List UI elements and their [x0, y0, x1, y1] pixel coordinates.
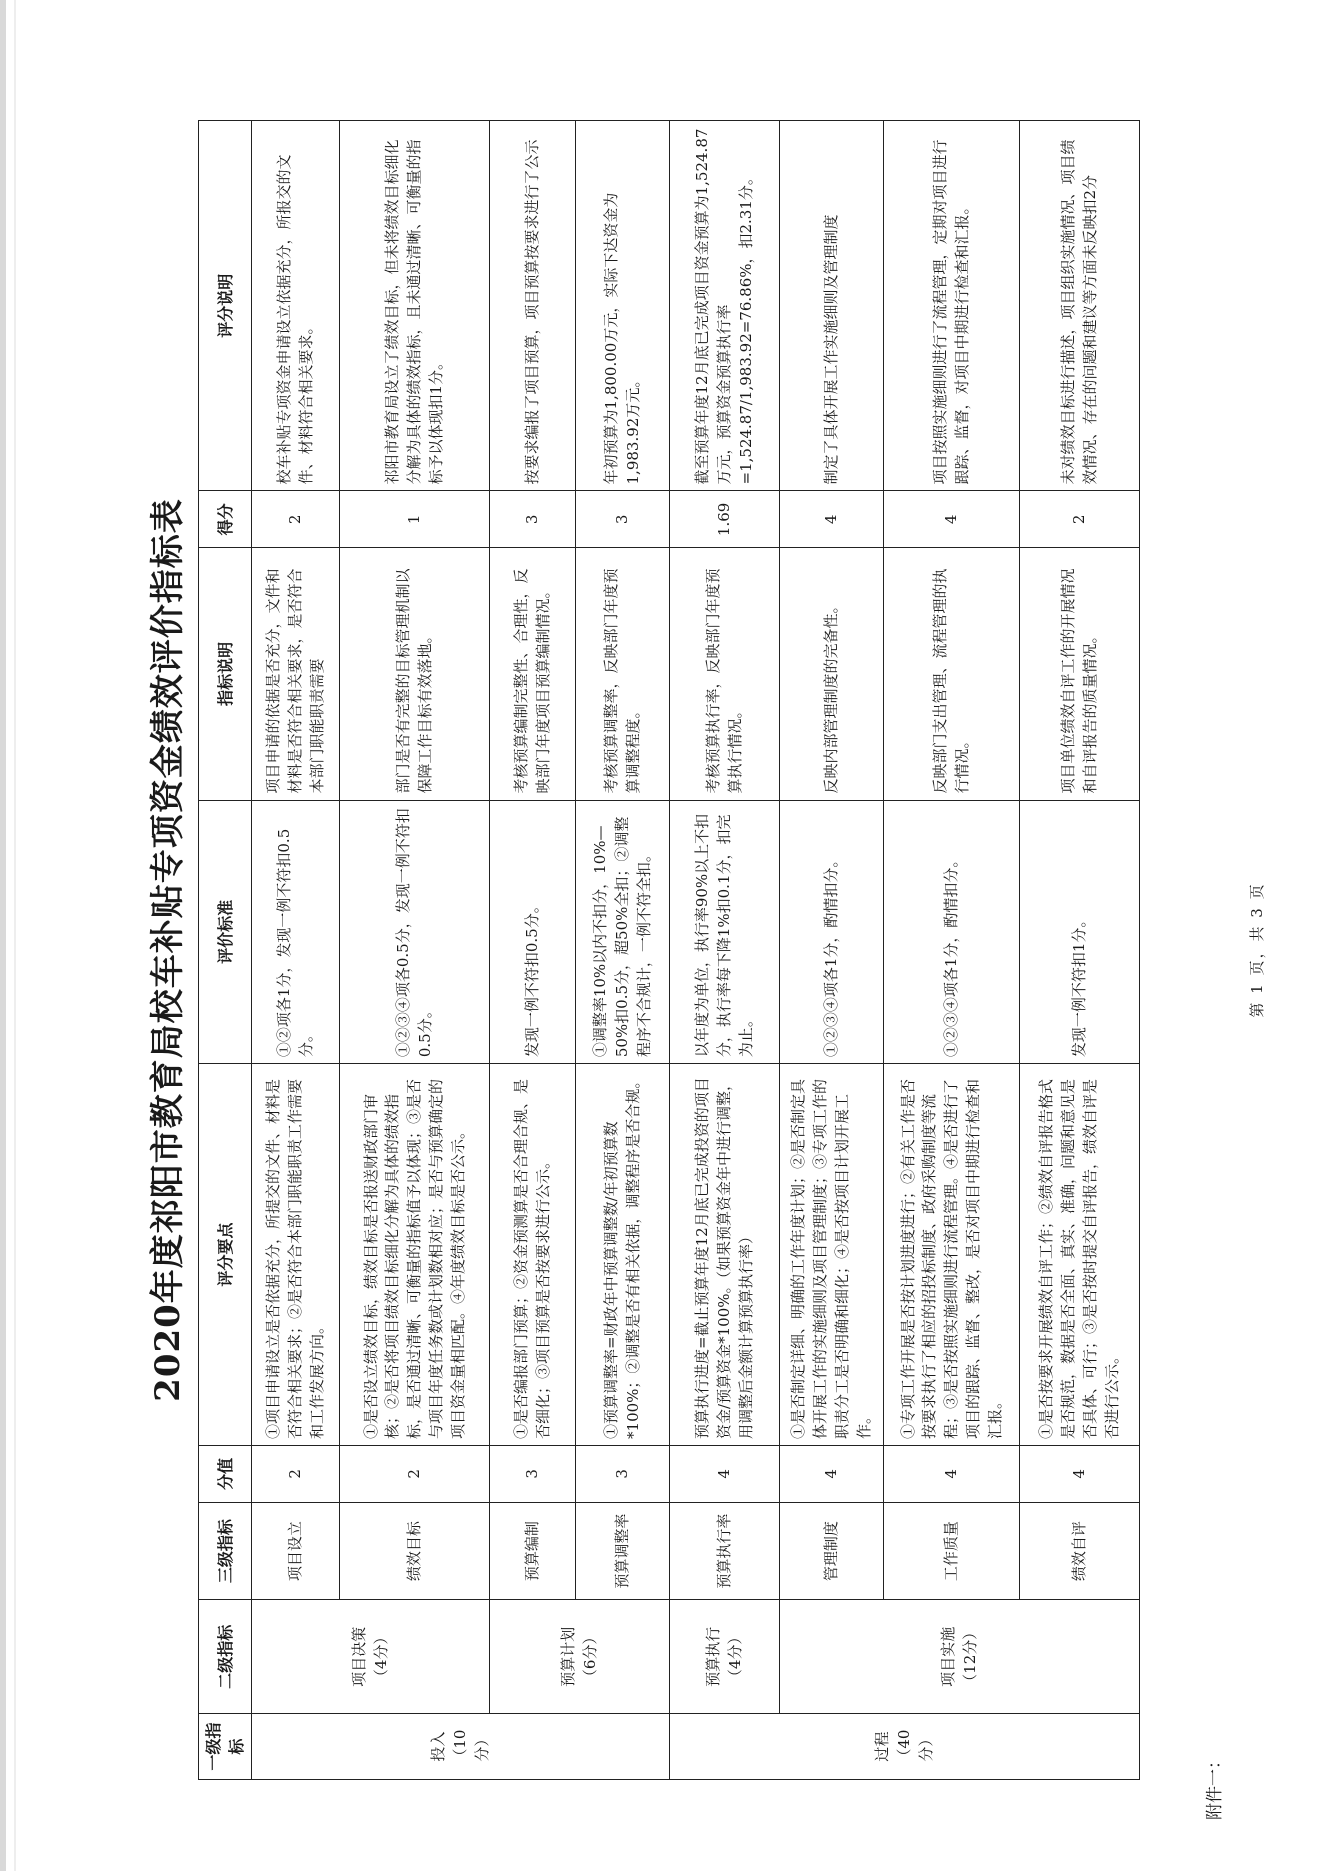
points-cell: ①是否编报部门预算；②资金预测算是否合理合规、是否细化；③项目预算是否按要求进行公示。 [490, 1064, 576, 1446]
table-body [252, 121, 1140, 1780]
remark-cell: 校车补贴专项资金申请设立依据充分，所报交的文件、材料符合相关要求。 [252, 121, 340, 491]
score-cell: 3 [490, 491, 576, 548]
level3-cell: 绩效目标 [340, 1502, 490, 1600]
score-value-cell: 4 [670, 1445, 780, 1502]
desc-cell: 部门是否有完整的目标管理机制以保障工作目标有效落地。 [340, 548, 490, 800]
header-score-value: 分值 [199, 1445, 252, 1502]
points-cell: ①是否按要求开展绩效自评工作；②绩效自评报告格式是否规范，数据是否全面、真实、准确，问题和意见是否具体、可行；③是否按时提交自评报告，绩效自评是否进行公示。 [1020, 1064, 1140, 1446]
score-value-cell: 2 [340, 1445, 490, 1502]
level3-cell: 绩效自评 [1020, 1502, 1140, 1600]
remark-cell: 项目按照实施细则进行了流程管理，定期对项目进行跟踪、监督，对项目中期进行检查和汇报。 [884, 121, 1020, 491]
table-row [576, 121, 670, 1780]
points-cell: ①项目申请设立是否依据充分，所提交的文件、材料是否符合相关要求；②是否符合本部门职能职责工作需要和工作发展方向。 [252, 1064, 340, 1446]
level3-cell: 预算执行率 [670, 1502, 780, 1600]
desc-cell: 反映部门支出管理、流程管理的执行情况。 [884, 548, 1020, 800]
points-cell: 预算执行进度=截止预算年度12月底已完成投资的项目资金/预算资金*100%。（如果预算资金年中进行调整，用调整后金额计算预算执行率） [670, 1064, 780, 1446]
header-level1: 一级指标 [199, 1714, 252, 1780]
table-header-row [199, 121, 252, 1780]
level1-cell: 过程 （40分） [670, 1714, 1140, 1780]
level3-cell: 预算调整率 [576, 1502, 670, 1600]
level1-cell: 投入 （10分） [252, 1714, 670, 1780]
table-row [490, 121, 576, 1780]
standard-cell: ①②③④项各1分，酌情扣分。 [780, 800, 884, 1064]
scan-edge [0, 0, 6, 1871]
table-row [670, 121, 780, 1780]
rotated-sheet [140, 120, 1280, 1820]
score-cell: 4 [780, 491, 884, 548]
points-cell: ①专项工作开展是否按计划进度进行；②有关工作是否按要求执行了相应的招投标制度、政府采购制度等流程；③是否按照实施细则进行流程管理。④是否进行了项目的跟踪、监督、整改，是否对项目中期进行检查和汇报。 [884, 1064, 1020, 1446]
desc-cell: 考核预算调整率，反映部门年度预算调整程度。 [576, 548, 670, 800]
document-title: 2020年度祁阳市教育局校车补贴专项资金绩效评价指标表 [148, 498, 188, 1402]
header-desc: 指标说明 [199, 548, 252, 800]
score-value-cell: 4 [1020, 1445, 1140, 1502]
remark-cell: 截至预算年度12月底已完成项目资金预算为1,524.87万元，预算资金预算执行率=1,524.87/1,983.92=76.86%，扣2.31分。 [670, 121, 780, 491]
score-cell: 1 [340, 491, 490, 548]
header-remark: 评分说明 [199, 121, 252, 491]
level2-cell: 预算计划 （6分） [490, 1600, 670, 1714]
level3-cell: 工作质量 [884, 1502, 1020, 1600]
page-footer: 第 1 页，共 3 页 [1248, 882, 1266, 1018]
level3-cell: 管理制度 [780, 1502, 884, 1600]
score-value-cell: 4 [884, 1445, 1020, 1502]
points-cell: ①预算调整率=财政年中预算调整数/年初预算数*100%；②调整是否有相关依据，调整程序是否合规。 [576, 1064, 670, 1446]
standard-cell: 发现一例不符扣0.5分。 [490, 800, 576, 1064]
score-value-cell: 3 [576, 1445, 670, 1502]
level3-cell: 预算编制 [490, 1502, 576, 1600]
header-score: 得分 [199, 491, 252, 548]
score-value-cell: 3 [490, 1445, 576, 1502]
header-level2: 二级指标 [199, 1600, 252, 1714]
desc-cell: 反映内部管理制度的完备性。 [780, 548, 884, 800]
table-row [340, 121, 490, 1780]
standard-cell: 发现一例不符扣1分。 [1020, 800, 1140, 1064]
table-row [252, 121, 340, 1780]
table-row [1020, 121, 1140, 1780]
desc-cell: 考核预算执行率，反映部门年度预算执行情况。 [670, 548, 780, 800]
score-cell: 2 [252, 491, 340, 548]
score-value-cell: 2 [252, 1445, 340, 1502]
level3-cell: 项目设立 [252, 1502, 340, 1600]
header-standard: 评价标准 [199, 800, 252, 1064]
annex-label: 附件一： [1205, 1752, 1225, 1820]
score-value-cell: 4 [780, 1445, 884, 1502]
remark-cell: 祁阳市教育局设立了绩效目标，但未将绩效目标细化分解为具体的绩效指标，且未通过清晰、可衡量的指标予以体现扣1分。 [340, 121, 490, 491]
header-points: 评分要点 [199, 1064, 252, 1446]
remark-cell: 未对绩效目标进行描述，项目组织实施情况、项目绩效情况、存在的问题和建议等方面未反映扣2分 [1020, 121, 1140, 491]
table-row [780, 121, 884, 1780]
points-cell: ①是否制定详细、明确的工作年度计划；②是否制定具体开展工作的实施细则及项目管理制度；③专项工作的职责分工是否明确和细化；④是否按项目计划开展工作。 [780, 1064, 884, 1446]
level2-cell: 项目决策 （4分） [252, 1600, 490, 1714]
header-level3: 三级指标 [199, 1502, 252, 1600]
level2-cell: 预算执行 （4分） [670, 1600, 780, 1714]
score-cell: 1.69 [670, 491, 780, 548]
score-cell: 2 [1020, 491, 1140, 548]
standard-cell: 以年度为单位，执行率90%以上不扣分，执行率每下降1%扣0.1分，扣完为止。 [670, 800, 780, 1064]
table-row [884, 121, 1020, 1780]
desc-cell: 考核预算编制完整性、合理性，反映部门年度项目预算编制情况。 [490, 548, 576, 800]
score-cell: 4 [884, 491, 1020, 548]
remark-cell: 年初预算为1,800.00万元，实际下达资金为1,983.92万元。 [576, 121, 670, 491]
standard-cell: ①②③④项各0.5分，发现一例不符扣0.5分。 [340, 800, 490, 1064]
standard-cell: ①②项各1分，发现一例不符扣0.5分。 [252, 800, 340, 1064]
desc-cell: 项目单位绩效自评工作的开展情况和自评报告的质量情况。 [1020, 548, 1140, 800]
standard-cell: ①②③④项各1分，酌情扣分。 [884, 800, 1020, 1064]
points-cell: ①是否设立绩效目标，绩效目标是否报送财政部门审核；②是否将项目绩效目标细化分解为具体的绩效指标，是否通过清晰、可衡量的指标值予以体现；③是否与项目年度任务数或计划数相对应；是否与预算确定的项目资金量相匹配。④年度绩效目标是否公示。 [340, 1064, 490, 1446]
desc-cell: 项目申请的依据是否充分，文件和材料是否符合相关要求，是否符合本部门职能职责需要 [252, 548, 340, 800]
standard-cell: ①调整率10%以内不扣分，10%—50%扣0.5分，超50%全扣；②调整程序不合规计，一例不符全扣。 [576, 800, 670, 1064]
level2-cell: 项目实施 （12分） [780, 1600, 1140, 1714]
remark-cell: 按要求编报了项目预算，项目预算按要求进行了公示 [490, 121, 576, 491]
indicator-table [198, 120, 1140, 1780]
score-cell: 3 [576, 491, 670, 548]
remark-cell: 制定了具体开展工作实施细则及管理制度 [780, 121, 884, 491]
scan-edge-line [14, 0, 16, 1871]
